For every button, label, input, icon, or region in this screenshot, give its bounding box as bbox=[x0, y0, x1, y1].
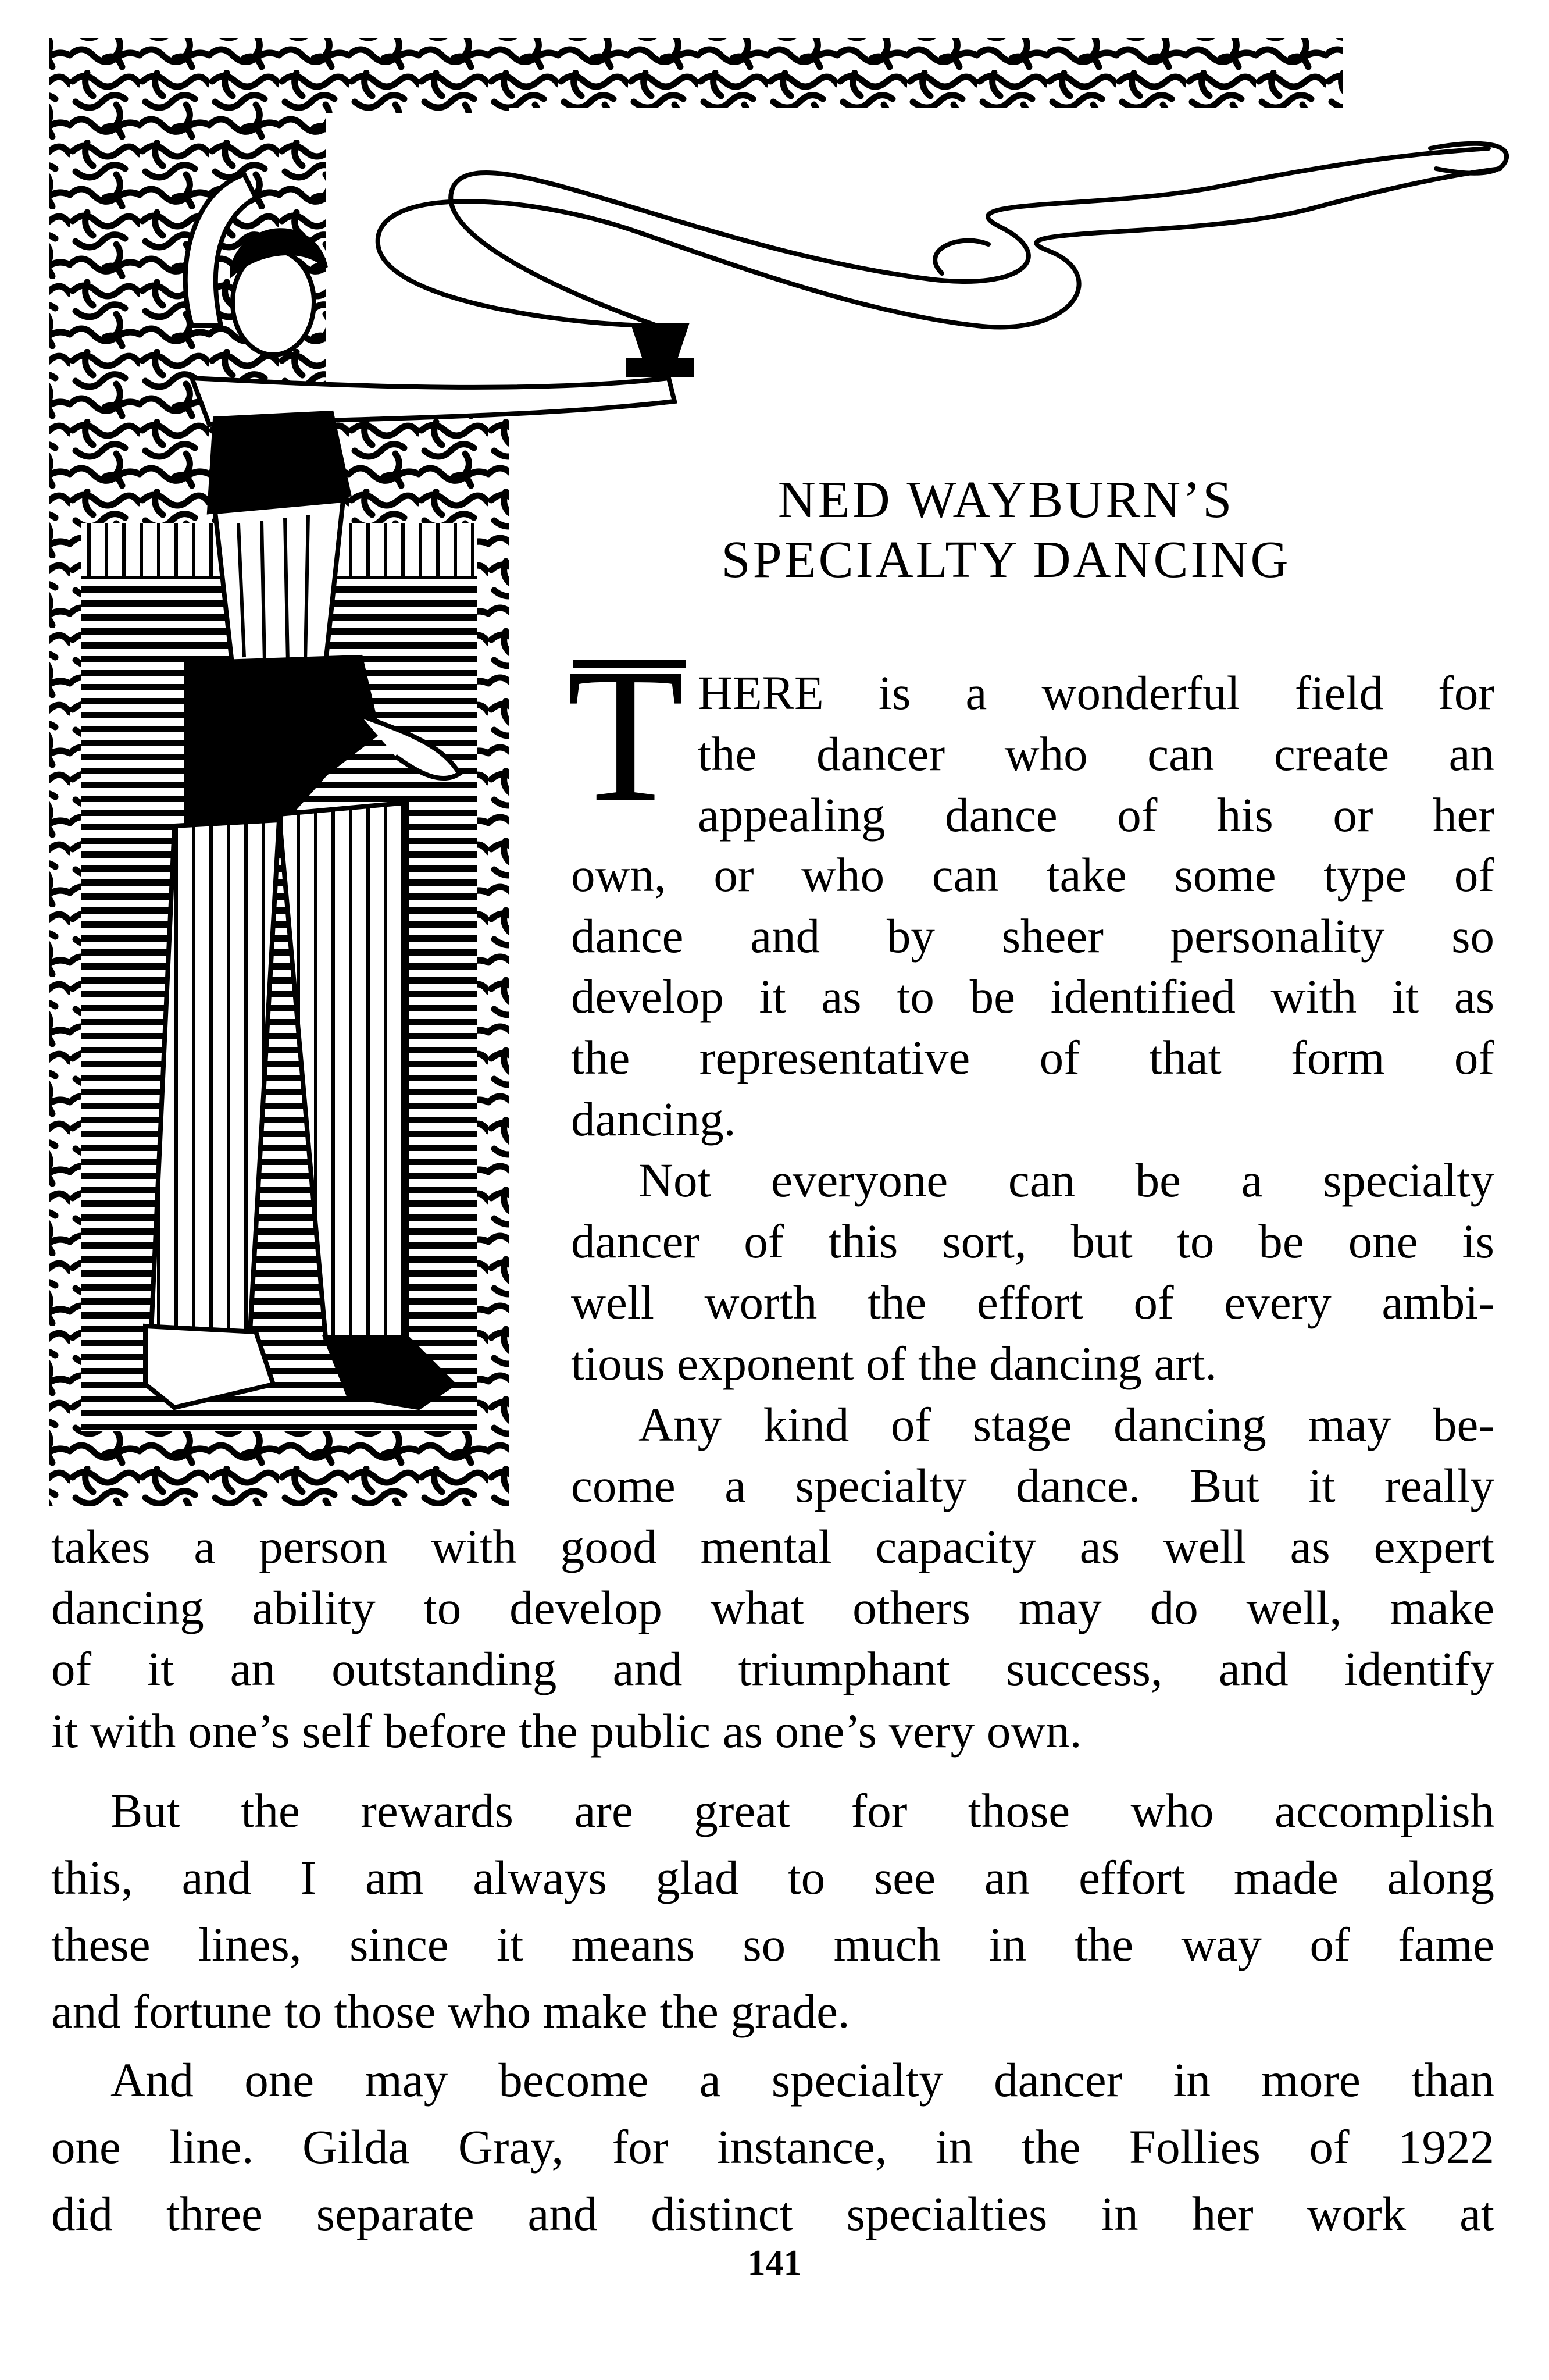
body-text-line: of it an outstanding and triumphant success, and identify bbox=[51, 1642, 1494, 1695]
article-title-line-1: NED WAYBURN’S bbox=[777, 471, 1234, 529]
body-text-line: the dancer who can create an bbox=[698, 727, 1494, 781]
body-text-line: And one may become a specialty dancer in more than bbox=[110, 2053, 1494, 2107]
body-text-line: did three separate and distinct specialties in her work at bbox=[51, 2187, 1494, 2240]
body-text-line: Not everyone can be a specialty bbox=[638, 1153, 1494, 1207]
body-text-line: dancer of this sort, but to be one is bbox=[571, 1214, 1494, 1268]
body-text-line: these lines, since it means so much in the way of fame bbox=[51, 1918, 1494, 1971]
body-text-line: appealing dance of his or her bbox=[698, 788, 1494, 842]
body-text-line: come a specialty dance. But it really bbox=[571, 1459, 1494, 1512]
body-text-line: it with one’s self before the public as one’s very own. bbox=[51, 1704, 1082, 1758]
page-number: 141 bbox=[747, 2243, 802, 2283]
body-text-line: HERE is a wonderful field for bbox=[698, 666, 1494, 719]
body-text-line: dancing ability to develop what others may do well, make bbox=[51, 1581, 1494, 1634]
body-text-line: this, and I am always glad to see an effort made along bbox=[51, 1851, 1494, 1904]
body-text-line: But the rewards are great for those who accomplish bbox=[110, 1784, 1494, 1837]
body-text-line: one line. Gilda Gray, for instance, in the Follies of 1922 bbox=[51, 2120, 1494, 2174]
body-text-line: own, or who can take some type of bbox=[571, 848, 1494, 902]
body-text-line: dance and by sheer personality so bbox=[571, 909, 1494, 963]
body-text-line: Any kind of stage dancing may be- bbox=[638, 1398, 1494, 1451]
smoke-ribbon bbox=[326, 113, 1507, 404]
drop-cap-letter: T bbox=[567, 629, 684, 842]
body-text-line: develop it as to be identified with it as bbox=[571, 970, 1494, 1023]
article-title-line-2: SPECIALTY DANCING bbox=[721, 531, 1291, 589]
body-text-line: takes a person with good mental capacity as well as expert bbox=[51, 1520, 1494, 1573]
body-text-line: the representative of that form of bbox=[571, 1031, 1494, 1084]
body-text-line: tious exponent of the dancing art. bbox=[571, 1337, 1217, 1390]
body-text-line: well worth the effort of every ambi- bbox=[571, 1275, 1494, 1329]
body-text-line: and fortune to those who make the grade. bbox=[51, 1984, 850, 2038]
body-text-line: dancing. bbox=[571, 1092, 736, 1146]
